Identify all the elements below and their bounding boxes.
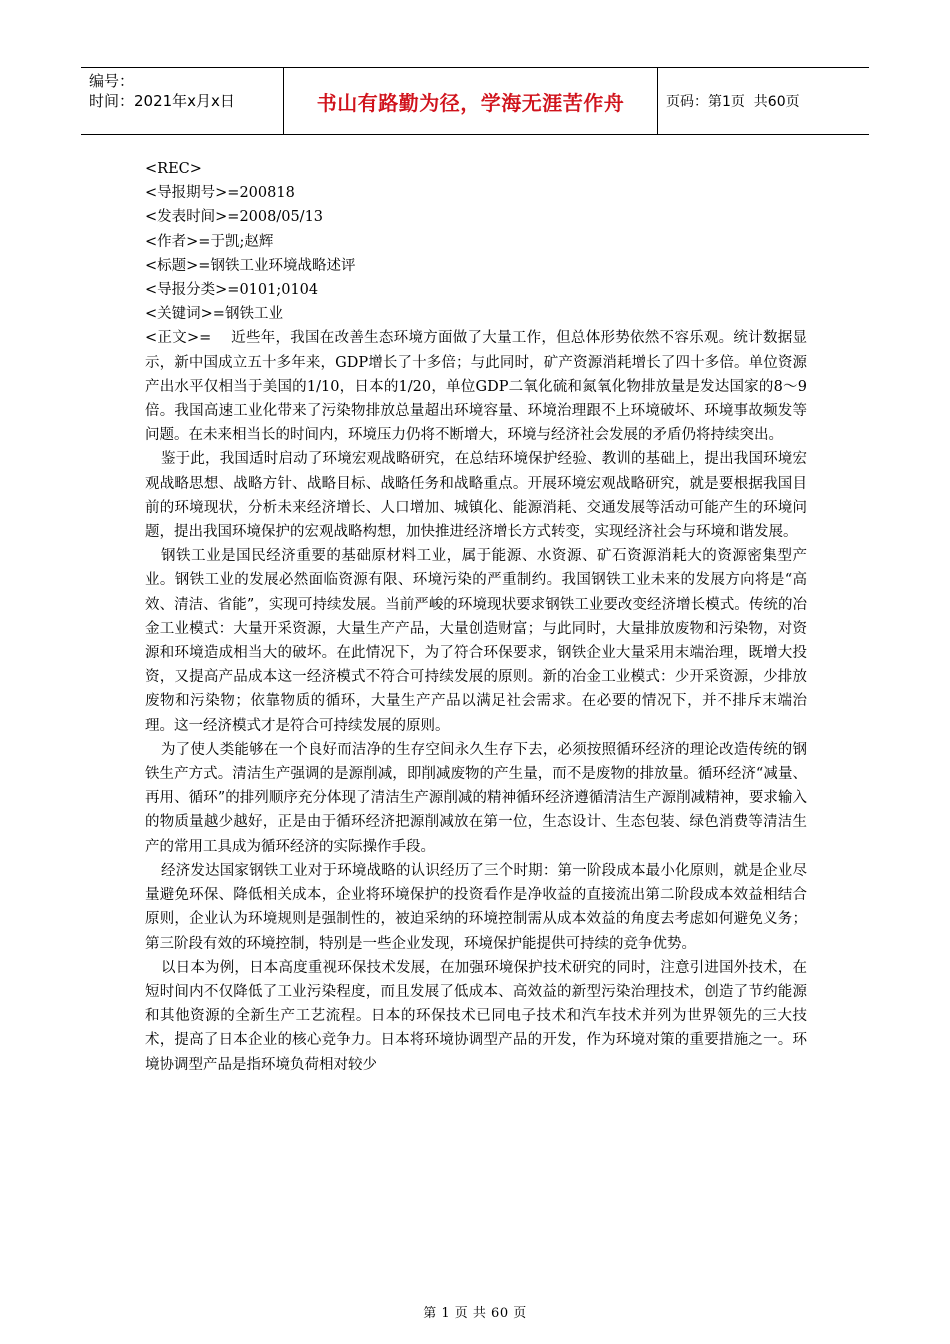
paragraph-body-5: 经济发达国家钢铁工业对于环境战略的认识经历了三个时期：第一阶段成本最小化原则，就是企业尽量避免环保、降低相关成本，企业将环境保护的投资看作是净收益的直接流出第二阶段成本效益相结合原则，企业认为环境规则是强制性的，被迫采纳的环境控制需从成本效益的角度去考虑如何避免义务；第三阶段有效的环境控制，特别是一些企业发现，环境保护能提供可持续的竞争优势。 bbox=[145, 862, 807, 952]
header-motto: 书山有路勤为径，学海无涯苦作舟 bbox=[284, 68, 658, 134]
meta-rec: <REC> bbox=[145, 161, 202, 177]
paragraph-body-3: 钢铁工业是国民经济重要的基础原材料工业，属于能源、水资源、矿石资源消耗大的资源密集型产业。钢铁工业的发展必然面临资源有限、环境污染的严重制约。我国钢铁工业未来的发展方向将是“高效、清洁、省能”，实现可持续发展。当前严峻的环境现状要求钢铁工业要改变经济增长模式。传统的冶金工业模式：大量开采资源，大量生产产品，大量创造财富；与此同时，大量排放废物和污染物，对资源和环境造成相当大的破坏。在此情况下，为了符合环保要求，钢铁企业大量采用末端治理，既增大投资，又提高产品成本这一经济模式不符合可持续发展的原则。新的冶金工业模式：少开采资源，少排放废物和污染物；依靠物质的循环，大量生产产品以满足社会需求。在必要的情况下，并不排斥末端治理。这一经济模式才是符合可持续发展的原则。 bbox=[145, 548, 807, 734]
meta-title: <标题>=钢铁工业环境战略述评 bbox=[145, 257, 356, 274]
meta-author: <作者>=于凯;赵辉 bbox=[145, 233, 274, 250]
meta-category: <导报分类>=0101;0104 bbox=[145, 282, 319, 299]
meta-date: <发表时间>=2008/05/13 bbox=[145, 209, 324, 226]
page-footer: 第 1 页 共 60 页 bbox=[423, 1306, 527, 1321]
document-header bbox=[81, 67, 869, 135]
paragraph-body-2: 鉴于此，我国适时启动了环境宏观战略研究，在总结环境保护经验、教训的基础上，提出我国环境宏观战略思想、战略方针、战略目标、战略任务和战略重点。开展环境宏观战略研究，就是要根据我国目前的环境现状，分析未来经济增长、人口增加、城镇化、能源消耗、交通发展等活动可能产生的环境问题，提出我国环境保护的宏观战略构想，加快推进经济增长方式转变，实现经济社会与环境和谐发展。 bbox=[145, 451, 807, 541]
header-meta-cell bbox=[81, 68, 284, 134]
header-page-info-cell bbox=[658, 68, 869, 134]
meta-issue: <导报期号>=200818 bbox=[145, 185, 295, 202]
paragraph-body-4: 为了使人类能够在一个良好而洁净的生存空间永久生存下去，必须按照循环经济的理论改造传统的钢铁生产方式。清洁生产强调的是源削减，即削减废物的产生量，而不是废物的排放量。循环经济“减量、再用、循环”的排列顺序充分体现了清洁生产源削减的精神循环经济遵循清洁生产源削减精神，要求输入的物质量越少越好，正是由于循环经济把源削减放在第一位，生态设计、生态包装、绿色消费等清洁生产的常用工具成为循环经济的实际操作手段。 bbox=[145, 741, 807, 855]
page-info: 页码：第1页 共60页 bbox=[666, 94, 800, 110]
paragraph-body-6: 以日本为例，日本高度重视环保技术发展，在加强环境保护技术研究的同时，注意引进国外技术，在短时间内不仅降低了工业污染程度，而且发展了低成本、高效益的新型污染治理技术，创造了节约能源和其他资源的全新生产工艺流程。日本的环保技术已同电子技术和汽车技术并列为世界领先的三大技术，提高了日本企业的核心竞争力。日本将环境协调型产品的开发，作为环境对策的重要措施之一。环境协调型产品是指环境负荷相对较少 bbox=[145, 959, 807, 1073]
paragraph-body-1: <正文>= 近些年，我国在改善生态环境方面做了大量工作，但总体形势依然不容乐观。统计数据显示，新中国成立五十多年来，GDP增长了十多倍；与此同时，矿产资源消耗增长了四十多倍。单位资源产出水平仅相当于美国的1/10，日本的1/20，单位GDP二氧化硫和氮氧化物排放量是发达国家的8～9倍。我国高速工业化带来了污染物排放总量超出环境容量、环境治理跟不上环境破坏、环境事故频发等问题。在未来相当长的时间内，环境压力仍将不断增大，环境与经济社会发展的矛盾仍将持续突出。 bbox=[145, 330, 807, 444]
time-label: 时间：2021年x月x日 bbox=[89, 92, 235, 110]
number-label: 编号： bbox=[89, 72, 135, 90]
meta-keywords: <关键词>=钢铁工业 bbox=[145, 306, 283, 323]
document-body bbox=[145, 157, 807, 1077]
